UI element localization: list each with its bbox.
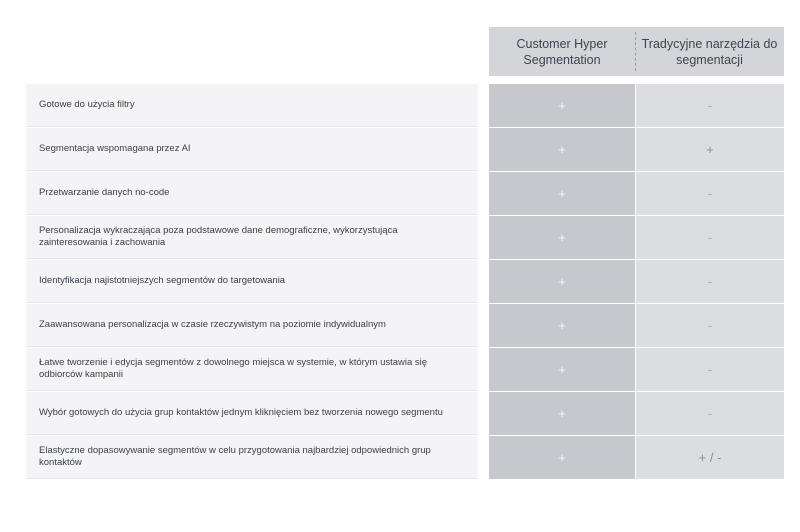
traditional-value: - [636, 84, 784, 127]
hyper-value: + [489, 216, 635, 259]
feature-label: Łatwe tworzenie i edycja segmentów z dowolnego miejsca w systemie, w którym ustawia się odbiorców kampanii [26, 348, 478, 391]
traditional-value: - [636, 348, 784, 391]
hyper-value: + [489, 436, 635, 479]
hyper-value: + [489, 348, 635, 391]
traditional-value: - [636, 260, 784, 303]
table-row [0, 392, 800, 435]
table-row [0, 260, 800, 303]
feature-label: Wybór gotowych do użycia grup kontaktów jednym kliknięciem bez tworzenia nowego segmentu [26, 392, 478, 435]
table-row [0, 216, 800, 259]
hyper-value: + [489, 84, 635, 127]
feature-label: Segmentacja wspomagana przez AI [26, 128, 478, 171]
header-divider [635, 32, 636, 71]
feature-label: Zaawansowana personalizacja w czasie rzeczywistym na poziomie indywidualnym [26, 304, 478, 347]
traditional-value: - [636, 392, 784, 435]
hyper-value: + [489, 392, 635, 435]
feature-label: Personalizacja wykraczająca poza podstawowe dane demograficzne, wykorzystująca zainteresowania i zachowania [26, 216, 478, 259]
hyper-value: + [489, 260, 635, 303]
table-row [0, 304, 800, 347]
table-row [0, 128, 800, 171]
table-row [0, 348, 800, 391]
column-header-traditional-tools [635, 27, 784, 76]
feature-label: Identyfikacja najistotniejszych segmentów do targetowania [26, 260, 478, 303]
feature-label: Gotowe do użycia filtry [26, 84, 478, 127]
traditional-value: - [636, 172, 784, 215]
traditional-value: + [636, 128, 784, 171]
column-header-label: Tradycyjne narzędzia do segmentacji [641, 36, 778, 67]
table-row [0, 84, 800, 127]
column-header-customer-hyper-segmentation [489, 27, 635, 76]
traditional-value: + / - [636, 436, 784, 479]
comparison-table [0, 84, 800, 480]
hyper-value: + [489, 172, 635, 215]
traditional-value: - [636, 216, 784, 259]
feature-label: Elastyczne dopasowywanie segmentów w celu przygotowania najbardziej odpowiednich grup kontaktów [26, 436, 478, 479]
traditional-value: - [636, 304, 784, 347]
table-row [0, 172, 800, 215]
feature-label: Przetwarzanie danych no-code [26, 172, 478, 215]
hyper-value: + [489, 304, 635, 347]
column-header-label: Customer Hyper Segmentation [516, 36, 608, 67]
table-row [0, 436, 800, 479]
hyper-value: + [489, 128, 635, 171]
